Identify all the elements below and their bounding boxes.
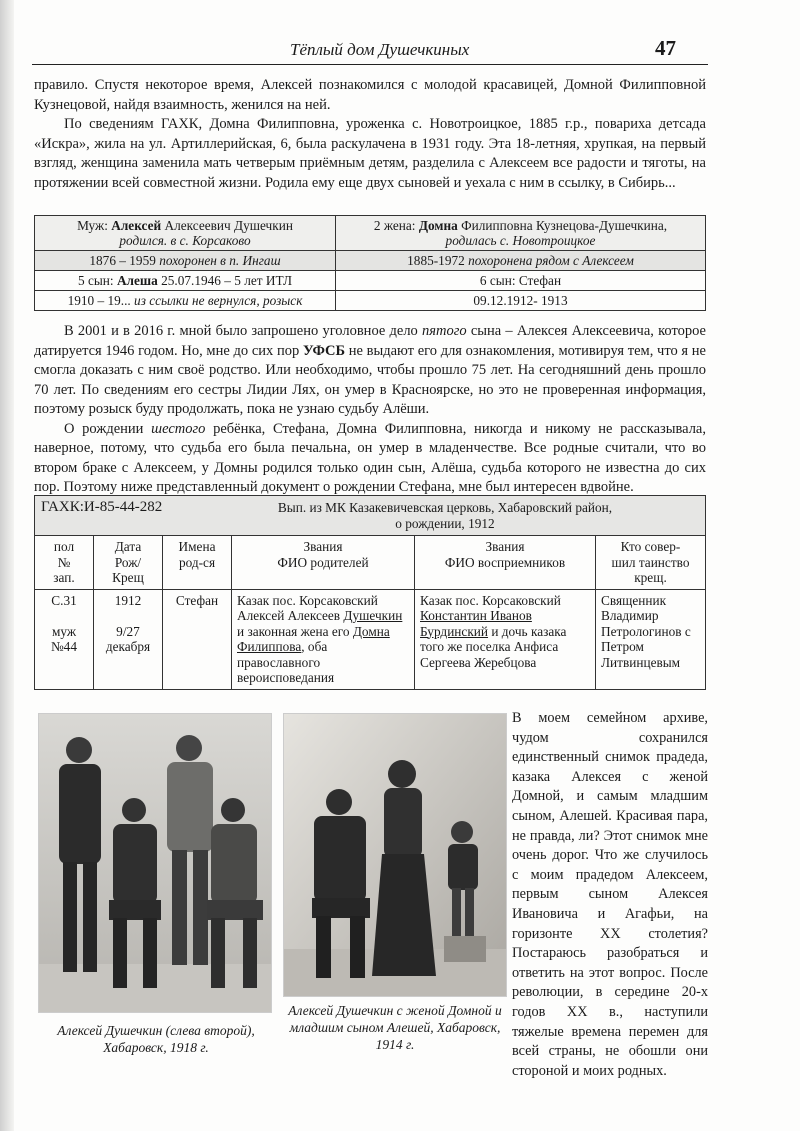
son5-years-cell: 1910 – 19... из ссылки не вернулся, розыск — [35, 291, 336, 311]
record-date-cell: 1912 9/27 декабря — [94, 589, 163, 689]
husband-years-cell: 1876 – 1959 похоронен в п. Ингаш — [35, 251, 336, 271]
intro-paragraph-2: По сведениям ГАХК, Домна Филипповна, уроженка с. Новотроицкое, 1885 г.р., повариха детсада «Искра», жила на ул. Артиллерийская, 6, была раскулачена в 1931 году. Эта 18-летняя, хрупкая, на первый взгляд, женщина заменила мать четверым приёмным детям, разделила с Алексеем все радости и тяготы, на протяжении всей совместной жизни. Родила ему еще двух сыновей и уехала с ним в ссылку, в Сибирь... — [34, 116, 706, 191]
record-godparents-cell: Казак пос. Корсаковский Константин Иванов Бурдинский и дочь казака того же поселка Анфиса Сергеева Жеребцова — [415, 589, 596, 689]
archive-code: ГАХК:И-85-44-282 — [41, 499, 163, 515]
record-parents-cell: Казак пос. Корсаковский Алексей Алексеев Душечкин и законная жена его Домна Филиппова, оба православного вероисповедания — [232, 589, 415, 689]
record-title-cell — [35, 496, 706, 536]
page-number: 47 — [655, 36, 676, 60]
body-text — [34, 322, 706, 498]
record-title: Вып. из МК Казакевичевская церковь, Хабаровский район, о рождении, 1912 — [277, 500, 613, 531]
son6-years-cell: 09.12.1912- 1913 — [336, 291, 706, 311]
col-header-parents: Звания ФИО родителей — [232, 536, 415, 590]
col-header-names: Имена род-ся — [163, 536, 232, 590]
col-header-godparents: Звания ФИО восприемников — [415, 536, 596, 590]
record-name-cell: Стефан — [163, 589, 232, 689]
col-header-number: пол № зап. — [35, 536, 94, 590]
body-paragraph-3: В 2001 и в 2016 г. мной было запрошено уголовное дело пятого сына – Алексея Алексеевича, которое датируется 1946 годом. Но, мне до сих пор УФСБ не выдают его для ознакомления, мотивируя тем, что я не смогла доказать с ним своё родство. Или необходимо, чтобы прошло 75 лет. На сегодняшний день прошло 70 лет. По сведениям его сестры Лидии Лях, он умер в Красноярске, но это не проверенная информация, поэтому розыск буду продолжать, пока не узнаю судьбу Алёши. — [34, 323, 706, 417]
col-header-priest: Кто совер- шил таинство крещ. — [596, 536, 706, 590]
birth-record-table — [34, 495, 706, 690]
wife-years-cell: 1885-1972 похоронена рядом с Алексеем — [336, 251, 706, 271]
record-priest-cell: Священник Владимир Петрологинов с Петром Литвинцевым — [596, 589, 706, 689]
intro-paragraph-1: правило. Спустя некоторое время, Алексей познакомился с молодой красавицей, Домной Филипповной Кузнецовой, найдя взаимность, женился на ней. — [34, 77, 706, 113]
photo-family-image — [284, 714, 506, 996]
running-title: Тёплый дом Душечкиных — [290, 40, 470, 59]
son6-cell: 6 сын: Стефан — [336, 271, 706, 291]
photo-family — [283, 713, 507, 997]
photo-four-men — [38, 713, 272, 1013]
husband-cell: Муж: Алексей Алексеевич Душечкин родился. в с. Корсаково — [35, 216, 336, 251]
body-paragraph-4: О рождении шестого ребёнка, Стефана, Домна Филипповна, никогда и никому не рассказывала, наверное, потому, что судьба его была печальна, он умер в младенчестве. Все родные считали, что во втором браке с Алексеем, у Домны родился только один сын, Алёша, судьба которого не известна до сих пор. Поэтому ниже представленный документ о рождении Стефана, мне был интересен вдвойне. — [34, 420, 706, 495]
page-gutter — [0, 0, 14, 1131]
record-number-cell: С.31 муж №44 — [35, 589, 94, 689]
caption-left: Алексей Душечкин (слева второй), Хабаровск, 1918 г. — [57, 1023, 255, 1055]
intro-text — [34, 76, 706, 193]
son5-cell: 5 сын: Алеша 25.07.1946 – 5 лет ИТЛ — [35, 271, 336, 291]
wife-cell: 2 жена: Домна Филипповна Кузнецова-Душечкина, родилась с. Новотроицкое — [336, 216, 706, 251]
photo-four-men-image — [39, 714, 271, 1012]
family-table — [34, 215, 706, 311]
caption-right: Алексей Душечкин с женой Домной и младшим сыном Алешей, Хабаровск, 1914 г. — [288, 1003, 502, 1052]
side-column-text: В моем семейном архиве, чудом сохранился единственный снимок прадеда, казака Алексея с женой Домной, и самым младшим сыном, Алешей. Красивая пара, не правда, ли? Этот снимок мне очень дорог. Что же случилось с моим прадедом Алексеем, первым сыном Алексея Ивановича и Агафьи, на горизонте XX столетия? Постараюсь разобраться и ответить на этот вопрос. После революции, в середине 20-х годов XX в., наступили тяжелые времена перемен для всей страны, не обошли они стороной и моих родных. — [512, 710, 708, 1079]
record-title-row — [41, 500, 699, 531]
col-header-date: Дата Рож/ Крещ — [94, 536, 163, 590]
header-rule — [32, 64, 708, 65]
